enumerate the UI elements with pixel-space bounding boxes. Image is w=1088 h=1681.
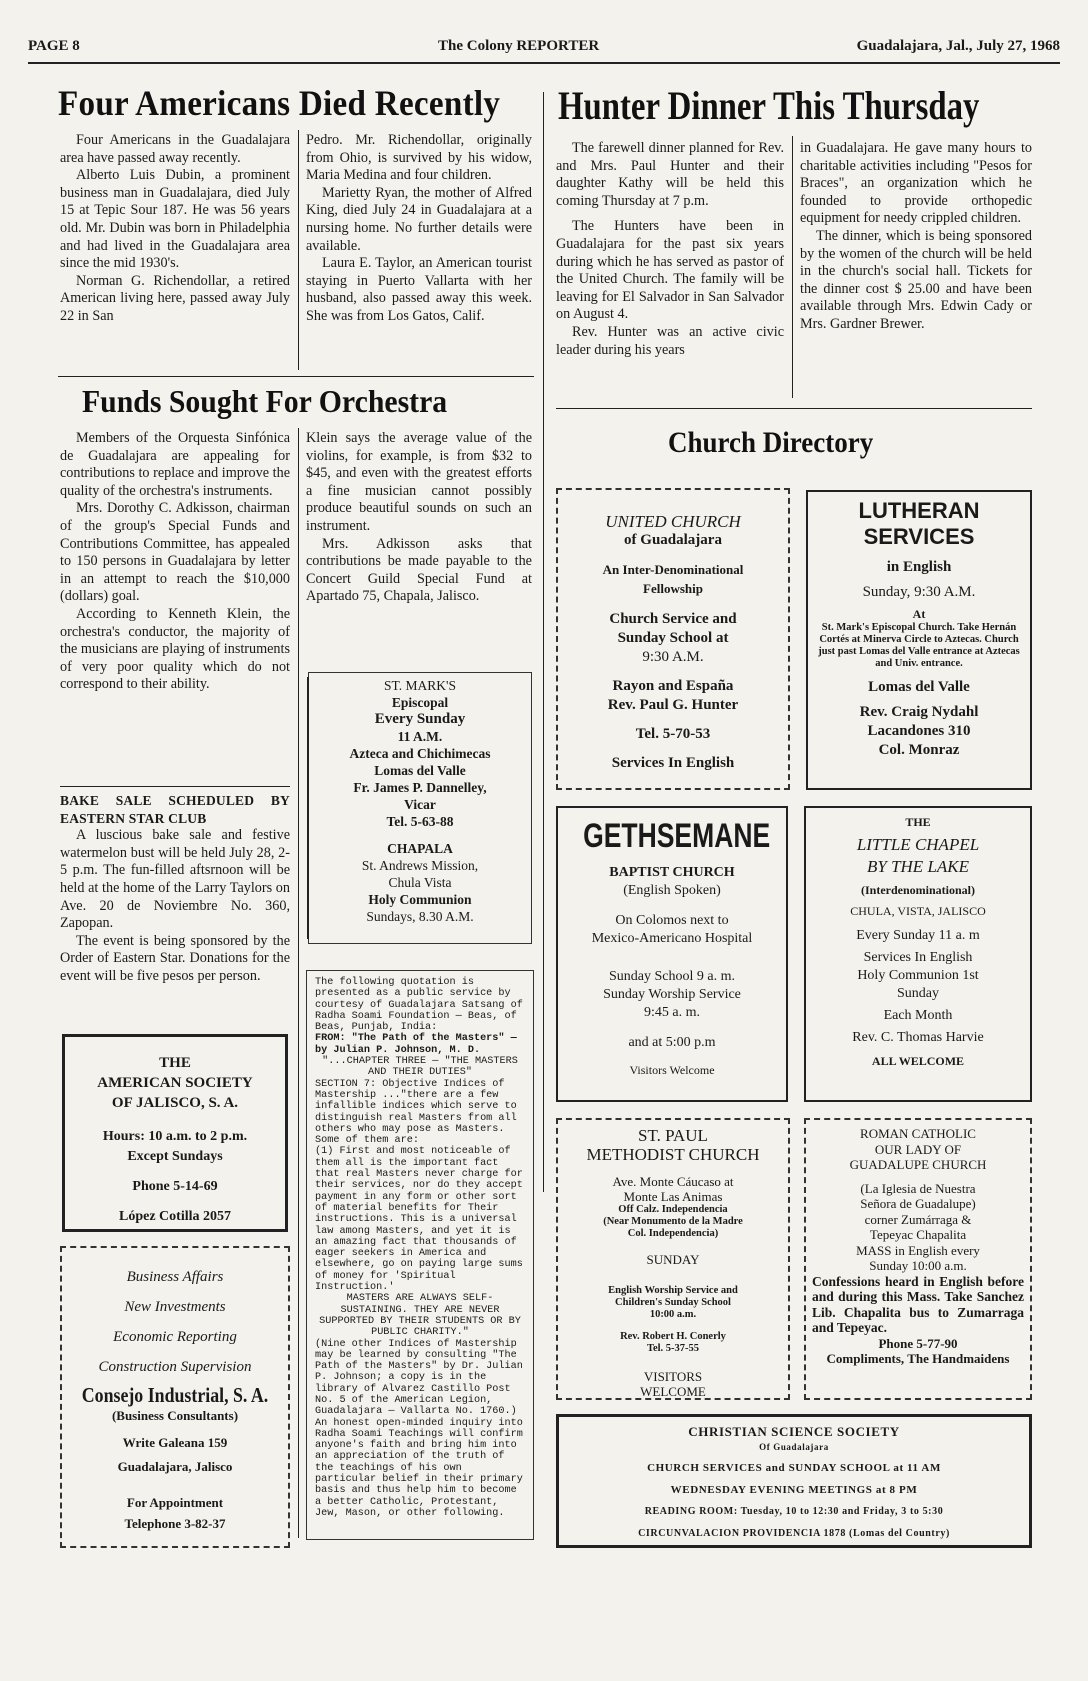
ad-line: CHAPALA [387, 841, 453, 856]
story3-para: The dinner, which is being sponsored by the women of the church will be held in the church's social hall. Tickets for the dinner cost $ 25.00 and have been available through Mrs. Edwin Cady or Mrs. Gardner Brewer. [800, 227, 1032, 332]
bake-sale-headline: BAKE SALE SCHEDULED BY EASTERN STAR CLUB [60, 793, 290, 826]
ad-line: in English [886, 559, 952, 575]
ad-line: (Near Monumento de la Madre [603, 1216, 743, 1227]
ad-line: WELCOME [640, 1384, 706, 1399]
story1-col1 [60, 132, 290, 326]
ad-line: Lacandones 310 [867, 722, 971, 739]
ad-line: Señora de Guadalupe) [860, 1196, 976, 1211]
ad-line: (English Spoken) [623, 883, 721, 898]
story1-para: Alberto Luis Dubin, a prominent business man in Guadalajara, died July 15 at Tepic Sour 187. He was 56 years old. Mr. Dubin was born in Philadelphia and had lived in the Guadalajara area since the mid 1930's. [60, 167, 290, 272]
ad-line: BAPTIST CHURCH [609, 865, 735, 880]
story-rule [58, 376, 534, 377]
story2-col2 [306, 430, 532, 606]
bake-sale-para: The event is being sponsored by the Order of Eastern Star. Donations for the event will be five pesos per person. [60, 932, 290, 984]
ad-line: Col. Monraz [878, 741, 960, 758]
american-society-ad [62, 1034, 288, 1232]
story2-para: According to Kenneth Klein, the orchestra's conductor, the majority of the musicians are playing of instruments of very poor quality which do not correspond to their ability. [60, 605, 290, 693]
ad-line: Rev. Paul G. Hunter [607, 697, 739, 713]
ad-line: 10:00 a.m. [649, 1309, 697, 1320]
story1-para: Four Americans in the Guadalajara area have passed away recently. [60, 132, 290, 166]
ad-line: Col. Independencia) [627, 1228, 719, 1239]
quote-para: MASTERS ARE ALWAYS SELF-SUSTAINING. THEY ARE NEVER SUPPORTED BY THEIR STUDENTS OR BY PUBLIC CHARITY." [319, 1293, 521, 1339]
ad-line: Sunday School 9 a. m. [609, 969, 735, 984]
ad-line: WEDNESDAY EVENING MEETINGS at 8 PM [670, 1484, 918, 1496]
ad-line: SUNDAY [646, 1252, 700, 1267]
ad-line: Fellowship [643, 581, 703, 596]
ad-line: CIRCUNVALACION PROVIDENCIA 1878 (Lomas del Country) [638, 1528, 950, 1539]
christian-science-ad [556, 1414, 1032, 1548]
consejo-ad [60, 1246, 290, 1548]
ad-hours: Hours: 10 a.m. to 2 p.m. [102, 1129, 248, 1144]
ad-line: Sunday School at [617, 630, 729, 646]
story1-para: Norman G. Richendollar, a retired American living here, passed away July 22 in San [60, 272, 290, 324]
quote-para: (1) First and most noticeable of them all is the important fact that real Masters never charge for their services, nor do they accept payment in any form or other sort of material benefits for Their instructions. This is a universal law among Masters, and yet it is an amazing fact that thousands of eager seekers in America and elsewhere, go on paying large sums of money for 'Spiritual Instruction.' [315, 1146, 523, 1294]
ad-line: Monte Las Animas [623, 1189, 723, 1204]
ad-line: MASS in English every [856, 1242, 980, 1258]
ad-line: Chula Vista [388, 875, 452, 890]
ad-line: corner Zumárraga & [864, 1211, 972, 1227]
story3-headline: Hunter Dinner This Thursday [558, 83, 980, 128]
ad-line: LUTHERAN [858, 498, 980, 523]
ad-line: English Worship Service and [608, 1285, 738, 1296]
radha-soami-quote [306, 970, 534, 1540]
ad-line: OF JALISCO, S. A. [111, 1095, 239, 1111]
column-divider [543, 92, 544, 1192]
ad-line: Sunday Worship Service [603, 987, 741, 1002]
ad-line: Rev. Craig Nydahl [859, 703, 979, 720]
ad-line: READING ROOM: Tuesday, 10 to 12:30 and Friday, 3 to 5:30 [644, 1506, 944, 1517]
ad-line: METHODIST CHURCH [586, 1145, 760, 1164]
gethsemane-title: GETHSEMANE [583, 817, 771, 855]
ad-line: On Colomos next to [615, 913, 729, 928]
ad-line: New Investments [124, 1299, 226, 1315]
ad-line: At [912, 607, 926, 621]
column-divider [298, 130, 299, 370]
story3-col1 [556, 140, 784, 359]
ad-line: Ave. Monte Cáucaso at [612, 1174, 734, 1189]
ad-line: Tepeyac Chapalita [869, 1227, 967, 1242]
ad-line: Sunday 10:00 a.m. [869, 1258, 967, 1273]
dateline: Guadalajara, Jal., July 27, 1968 [856, 38, 1060, 54]
ad-line: Sunday, 9:30 A.M. [862, 584, 976, 600]
story-rule [60, 786, 290, 787]
page-number: PAGE 8 [28, 38, 80, 54]
ad-line: 9:45 a. m. [644, 1005, 700, 1020]
story3-para: Rev. Hunter was an active civic leader during his years [556, 323, 784, 358]
ad-line: 11 A.M. [397, 729, 443, 744]
ad-line: St. Andrews Mission, [361, 858, 479, 873]
ad-line: Services In English [611, 755, 735, 771]
ad-line: Children's Sunday School [615, 1297, 731, 1308]
header-rule [28, 62, 1060, 64]
ad-line: Off Calz. Independencia [618, 1204, 728, 1215]
ad-line: and at 5:00 p.m [628, 1035, 716, 1050]
story2-col1 [60, 430, 290, 694]
column-divider [792, 136, 793, 398]
paper-name: The Colony REPORTER [438, 38, 600, 54]
story2-para: Members of the Orquesta Sinfónica de Guadalajara are appealing for contributions to replace and improve the quality of the orchestra's instruments. [60, 430, 290, 499]
ad-line: Mexico-Americano Hospital [591, 931, 753, 946]
story3-col2 [800, 140, 1032, 334]
ad-line: Azteca and Chichimecas [349, 746, 491, 761]
ad-line: Lomas del Valle [868, 678, 970, 695]
st-marks-ad [308, 672, 532, 944]
ad-line: Holy Communion 1st [857, 967, 979, 983]
quote-para: The following quotation is presented as a public service by courtesy of Guadalajara Satsang of Radha Soami Foundation — Beas, of Beas, Punjab, India: [315, 977, 523, 1034]
ad-line: Church Service and [609, 611, 737, 627]
ad-line: ST. MARK'S [384, 678, 456, 693]
little-chapel-ad [804, 806, 1032, 1102]
united-church-ad [556, 488, 790, 790]
ad-line: (La Iglesia de Nuestra [860, 1180, 976, 1196]
story3-para: The farewell dinner planned for Rev. and Mrs. Paul Hunter and their daughter Kathy will be held this coming Thursday at 7 p.m. [556, 140, 784, 209]
gethsemane-ad [556, 806, 788, 1102]
ad-line: Sundays, 8.30 A.M. [366, 909, 474, 924]
ad-line: Services In English [863, 949, 973, 965]
quote-para: FROM: "The Path of the Masters" — by Julian P. Johnson, M. D. [315, 1033, 517, 1056]
ad-line: ST. PAUL [638, 1126, 708, 1145]
ad-line: Of Guadalajara [759, 1442, 829, 1452]
ad-line: Compliments, The Handmaidens [826, 1351, 1010, 1366]
ad-line: GUADALUPE CHURCH [849, 1157, 987, 1172]
church-directory-title: Church Directory [668, 426, 874, 459]
ad-line: Episcopal [391, 695, 449, 710]
story1-col2 [306, 132, 532, 326]
ad-line: of Guadalajara [624, 532, 722, 548]
story1-para: Marietty Ryan, the mother of Alfred King, died July 24 in Guadalajara at a nursing home. No further details were available. [306, 184, 532, 254]
ad-line: Every Sunday [374, 711, 466, 727]
ad-line: Sunday [897, 985, 939, 1001]
page-header [28, 38, 1060, 60]
ad-line: Tel. 5-63-88 [386, 814, 454, 829]
ad-except: Except Sundays [127, 1149, 223, 1164]
ad-line: Economic Reporting [113, 1329, 237, 1345]
ad-line: Holy Communion [368, 892, 472, 907]
quote-para: "...CHAPTER THREE — "THE MASTERS AND THEIR DUTIES" [322, 1056, 518, 1079]
ad-line: CHRISTIAN SCIENCE SOCIETY [688, 1424, 900, 1439]
ad-line: THE [159, 1055, 191, 1071]
ad-line: BY THE LAKE [866, 856, 970, 876]
ad-line: Every Sunday 11 a. m [856, 927, 980, 943]
ad-line: Each Month [883, 1007, 953, 1023]
quote-para: (Nine other Indices of Mastership may be learned by consulting "The Path of the Masters" by Dr. Julian P. Johnson; a copy is in the library of Alvarez Castillo Post No. 5 of the American Legion, Guadalajara — Vallarta No. 1760.) [315, 1338, 523, 1418]
story2-para: Klein says the average value of the violins, for example, is from $32 to $45, and even with the greatest efforts a fine musician cannot possibly produce beautiful sounds on such an instrument. [306, 430, 532, 534]
ad-line: Rev. Robert H. Conerly [620, 1331, 726, 1342]
bake-sale-story [60, 792, 290, 986]
ad-line: (Interdenominational) [861, 882, 975, 897]
ad-line: Rayon and España [612, 678, 734, 694]
ad-line: Vicar [404, 797, 436, 812]
ad-line: AMERICAN SOCIETY [97, 1075, 253, 1091]
ad-line: St. Mark's Episcopal Church. Take Hernán Cortés at Minerva Circle to Aztecas. Church just past Lomas del Valle entrance at Aztecas and Univ. entrance. [818, 621, 1020, 669]
ad-line: ALL WELCOME [871, 1053, 965, 1068]
story2-headline: Funds Sought For Orchestra [82, 383, 448, 419]
ad-line: THE [905, 815, 931, 829]
ad-line: UNITED CHURCH [605, 512, 741, 531]
quote-para: SECTION 7: Objective Indices of Mastership ..."there are a few infallible indices which serve to distinguish real Masters from all others who may pose as Masters. Some of them are: [315, 1078, 517, 1147]
ad-address: López Cotilla 2057 [119, 1209, 231, 1224]
consejo-sub: (Business Consultants) [111, 1408, 239, 1423]
ad-line: LITTLE CHAPEL [856, 834, 980, 854]
story3-para: The Hunters have been in Guadalajara for the past six years during which he has served as pastor of the United Church. The family will be leaving for El Salvador in San Salvador on August 4. [556, 218, 784, 323]
story2-para: Mrs. Dorothy C. Adkisson, chairman of the group's Special Funds and Contributions Committee, has appealed to 150 persons in Guadalajara by letter in an attempt to reach the $10,000 (dollars) goal. [60, 500, 290, 605]
ad-line: OUR LADY OF [874, 1141, 962, 1157]
catholic-church-ad [804, 1118, 1032, 1400]
consejo-tel: Telephone 3-82-37 [124, 1516, 226, 1531]
story1-para: Laura E. Taylor, an American tourist staying in Puerto Vallarta with her husband, also passed away this week. She was from Los Gatos, Calif. [306, 255, 532, 324]
story2-para: Mrs. Adkisson asks that contributions be made payable to the Concert Guild Special Fund at Apartado 75, Chapala, Jalisco. [306, 535, 532, 605]
ad-line: Lomas del Valle [374, 763, 466, 778]
ad-line: Business Affairs [126, 1269, 224, 1285]
story-rule [556, 408, 1032, 409]
ad-phone: Phone 5-14-69 [132, 1179, 218, 1194]
story3-para: in Guadalajara. He gave many hours to charitable activities including "Pesos for Braces", an organization which he founded to provide orthopedic equipment for needy crippled children. [800, 140, 1032, 227]
ad-line: SERVICES [863, 524, 975, 549]
story1-headline: Four Americans Died Recently [58, 83, 501, 123]
bake-sale-para: A luscious bake sale and festive watermelon bust will be held July 28, 2-5 p.m. The fun-filled aftsrnoon will be held at the home of the Larry Taylors on Ave. 20 de Noviembre No. 360, Zapopan. [60, 827, 290, 932]
consejo-write: Write Galeana 159 [122, 1435, 228, 1450]
consejo-city: Guadalajara, Jalisco [117, 1459, 233, 1474]
ad-line: Construction Supervision [98, 1359, 252, 1375]
ad-line: An Inter-Denominational [602, 562, 744, 577]
ad-line: VISITORS [643, 1369, 703, 1384]
lutheran-ad [806, 490, 1032, 790]
column-divider [298, 428, 299, 1538]
ad-line: Fr. James P. Dannelley, [353, 780, 487, 795]
ad-line: 9:30 A.M. [642, 649, 704, 665]
ad-line: Tel. 5-37-55 [646, 1343, 700, 1354]
ad-line: Phone 5-77-90 [878, 1335, 958, 1351]
ad-line: Confessions heard in English before and during this Mass. Take Sanchez Lib. Chapalita bus to Zumarraga and Tepeyac. [812, 1273, 1024, 1335]
ad-line: ROMAN CATHOLIC [860, 1126, 976, 1141]
ad-line: Visitors Welcome [629, 1063, 715, 1077]
ad-line: Rev. C. Thomas Harvie [852, 1029, 984, 1045]
ad-line: CHURCH SERVICES and SUNDAY SCHOOL at 11 AM [647, 1462, 941, 1474]
consejo-appt: For Appointment [126, 1495, 224, 1510]
quote-para: An honest open-minded inquiry into Radha Soami Teachings will confirm anyone's faith and bring him into an appreciation of the truth of the teachings of his own particular belief in their primary basis and thus help him to become a better Catholic, Protestant, Jew, Mason, or other following. [315, 1417, 523, 1519]
ad-line: Tel. 5-70-53 [635, 726, 711, 742]
consejo-name: Consejo Industrial, S. A. [81, 1383, 269, 1407]
st-paul-ad [556, 1118, 790, 1400]
story1-para: Pedro. Mr. Richendollar, originally from Ohio, is survived by his widow, Maria Medina and four children. [306, 132, 532, 184]
ad-line: CHULA, VISTA, JALISCO [850, 904, 986, 918]
